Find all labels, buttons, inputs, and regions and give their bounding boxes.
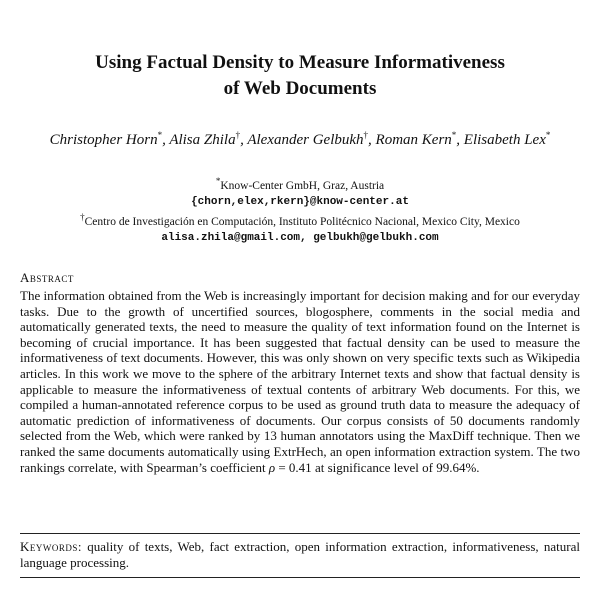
rho-symbol: ρ (268, 459, 276, 475)
author-name: Alisa Zhila (169, 132, 236, 148)
author-mark: † (235, 130, 241, 140)
affiliation-2 (10, 214, 590, 246)
affiliation-email: {chorn,elex,rkern}@know-center.at (191, 196, 409, 208)
keywords-heading: Keywords: (20, 539, 82, 554)
affiliation-1 (10, 178, 590, 210)
author-mark: * (157, 130, 163, 140)
title-line-1: Using Factual Density to Measure Informativeness (95, 52, 505, 73)
author-mark: * (451, 130, 457, 140)
author-mark: * (545, 130, 551, 140)
author-list: Christopher Horn*, Alisa Zhila†, Alexander Gelbukh†, Roman Kern*, Elisabeth Lex* (49, 130, 551, 148)
abstract-section (20, 270, 580, 475)
rho-value: = 0.41 (275, 459, 312, 475)
abstract-heading: Abstract (20, 270, 74, 285)
title-line-2: of Web Documents (223, 78, 377, 99)
affiliation-mark: * (215, 176, 221, 187)
abstract-text: The information obtained from the Web is increasingly important for decision making and for our everyday tasks. Due to the growth of uncertified sources, blogosphere, comments in the social media and automatically generated texts, the need to measure the quality of text information found on the Internet is becoming of crucial importance. It has been suggested that factual density can be used to measure the informativeness of text documents. However, this was only shown on very specific texts such as Wikipedia articles. In this work we move to the sphere of the arbitrary Internet texts and show that factual density is applicable to measure the informativeness of textual contents of arbitrary Web documents. For this, we compiled a human-annotated reference corpus to be used as ground truth data to measure the adequacy of automatic prediction of informativeness of documents. Our corpus consists of 50 documents randomly selected from the Web, which were ranked by 13 human annotators using the MaxDiff technique. Then we ranked the same documents automatically using ExtrHech, an open information extraction system. The two rankings correlate, with Spearman’s coefficient (20, 288, 580, 475)
abstract-body (20, 288, 580, 475)
affiliation-institution: Know-Center GmbH, Graz, Austria (220, 180, 385, 192)
keywords-text: quality of texts, Web, fact extraction, open information extraction, informativeness, natural language processing. (20, 539, 580, 570)
abstract-text-end: at significance level of 99.64%. (311, 459, 480, 475)
author-name: Roman Kern (375, 132, 452, 148)
affiliation-institution: Centro de Investigación en Computación, Instituto Politécnico Nacional, Mexico City, Mexico (84, 216, 520, 228)
author-mark: † (363, 130, 369, 140)
affiliation-mark: † (80, 212, 85, 223)
divider-rule (20, 533, 580, 534)
author-name: Christopher Horn (49, 132, 158, 148)
affiliation-email: alisa.zhila@gmail.com, gelbukh@gelbukh.com (161, 232, 439, 244)
author-name: Alexander Gelbukh (247, 132, 364, 148)
author-name: Elisabeth Lex (463, 132, 546, 148)
paper-title (40, 50, 560, 102)
keywords-section (20, 539, 580, 571)
divider-rule (20, 577, 580, 578)
